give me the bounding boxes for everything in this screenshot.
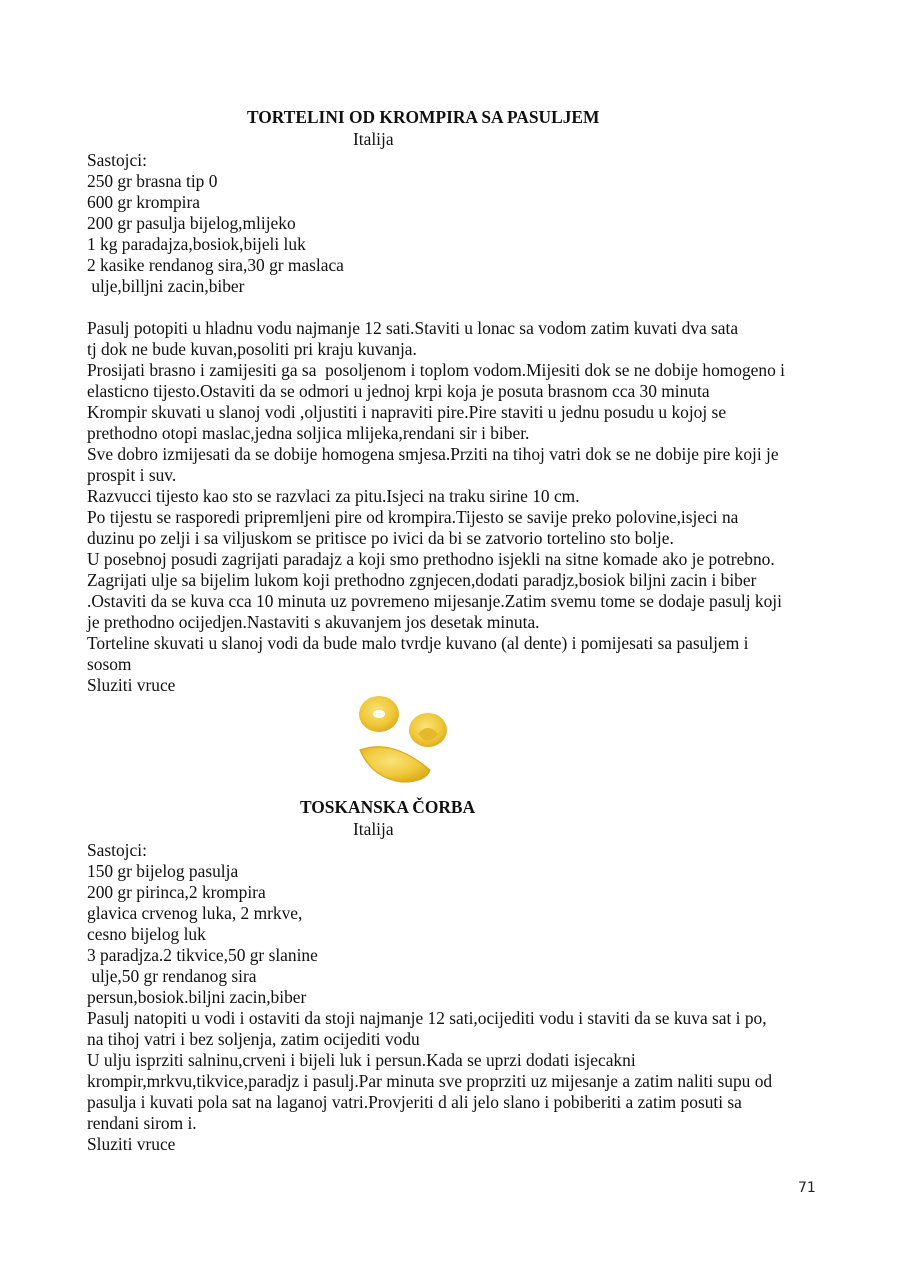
recipe-origin: Italija bbox=[353, 129, 394, 149]
instruction-line: Prosijati brasno i zamijesiti ga sa posoljenom i toplom vodom.Mijesiti dok se ne dobije homogeno i bbox=[87, 360, 785, 380]
ingredients-label: Sastojci: bbox=[87, 150, 147, 170]
ingredient-line: cesno bijelog luk bbox=[87, 924, 206, 944]
recipe-origin: Italija bbox=[353, 819, 394, 839]
ingredient-line: persun,bosiok.biljni zacin,biber bbox=[87, 987, 307, 1007]
instruction-line: pasulja i kuvati pola sat na laganoj vatri.Provjeriti d ali jelo slano i pobiberiti a zatim posuti sa bbox=[87, 1092, 742, 1112]
tortellini-image bbox=[352, 690, 452, 790]
instruction-line: rendani sirom i. bbox=[87, 1113, 197, 1133]
instruction-line: je prethodno ocijedjen.Nastaviti s akuvanjem jos desetak minuta. bbox=[87, 612, 540, 632]
instruction-line: na tihoj vatri i bez soljenja, zatim ocijediti vodu bbox=[87, 1029, 420, 1049]
instruction-line: duzinu po zelji i sa viljuskom se pritisce po ivici da bi se zatvorio tortelino sto bolje. bbox=[87, 528, 674, 548]
instruction-line: U ulju isprziti salninu,crveni i bijeli luk i persun.Kada se uprzi dodati isjecakni bbox=[87, 1050, 636, 1070]
instruction-line: Sluziti vruce bbox=[87, 675, 176, 695]
instruction-line: Pasulj potopiti u hladnu vodu najmanje 12 sati.Staviti u lonac sa vodom zatim kuvati dva sata bbox=[87, 318, 739, 338]
ingredient-line: 200 gr pirinca,2 krompira bbox=[87, 882, 266, 902]
ingredient-line: glavica crvenog luka, 2 mrkve, bbox=[87, 903, 303, 923]
instruction-line: tj dok ne bude kuvan,posoliti pri kraju kuvanja. bbox=[87, 339, 417, 359]
instruction-line: Torteline skuvati u slanoj vodi da bude malo tvrdje kuvano (al dente) i pomijesati sa pasuljem i bbox=[87, 633, 749, 653]
tortellini-ring bbox=[359, 696, 399, 732]
instruction-line: Krompir skuvati u slanoj vodi ,oljustiti i napraviti pire.Pire staviti u jednu posudu u kojoj se bbox=[87, 402, 727, 422]
instruction-line: prospit i suv. bbox=[87, 465, 177, 485]
page-number: 71 bbox=[798, 1180, 816, 1196]
instruction-line: Po tijestu se rasporedi pripremljeni pire od krompira.Tijesto se savije preko polovine,isjeci na bbox=[87, 507, 739, 527]
instruction-line: krompir,mrkvu,tikvice,paradjz i pasulj.Par minuta sve proprziti uz mijesanje a zatim naliti supu od bbox=[87, 1071, 773, 1091]
instruction-line: Zagrijati ulje sa bijelim lukom koji prethodno zgnjecen,dodati paradjz,bosiok biljni zacin i biber bbox=[87, 570, 757, 590]
ingredient-line: 1 kg paradajza,bosiok,bijeli luk bbox=[87, 234, 306, 254]
half-moon-ravioli bbox=[360, 747, 430, 782]
instruction-line: Sve dobro izmijesati da se dobije homogena smjesa.Prziti na tihoj vatri dok se ne dobije pire koji je bbox=[87, 444, 779, 464]
instruction-line: .Ostaviti da se kuva cca 10 minuta uz povremeno mijesanje.Zatim svemu tome se dodaje pasulj koji bbox=[87, 591, 782, 611]
ingredient-line: 600 gr krompira bbox=[87, 192, 201, 212]
ingredient-line: ulje,billjni zacin,biber bbox=[87, 276, 245, 296]
ingredient-line: 2 kasike rendanog sira,30 gr maslaca bbox=[87, 255, 344, 275]
ingredient-line: 150 gr bijelog pasulja bbox=[87, 861, 239, 881]
instruction-line: Pasulj natopiti u vodi i ostaviti da stoji najmanje 12 sati,ocijediti vodu i staviti da se kuva sat i po, bbox=[87, 1008, 767, 1028]
ingredient-line: ulje,50 gr rendanog sira bbox=[87, 966, 257, 986]
instruction-line: Sluziti vruce bbox=[87, 1134, 176, 1154]
ingredient-line: 200 gr pasulja bijelog,mlijeko bbox=[87, 213, 296, 233]
ingredient-line: 3 paradjza.2 tikvice,50 gr slanine bbox=[87, 945, 318, 965]
ingredient-line: 250 gr brasna tip 0 bbox=[87, 171, 218, 191]
recipe-title: TORTELINI OD KROMPIRA SA PASULJEM bbox=[247, 107, 600, 127]
instruction-line: elasticno tijesto.Ostaviti da se odmori u jednoj krpi koja je posuta brasnom cca 30 minuta bbox=[87, 381, 710, 401]
instruction-line: Razvucci tijesto kao sto se razvlaci za pitu.Isjeci na traku sirine 10 cm. bbox=[87, 486, 580, 506]
instruction-line: sosom bbox=[87, 654, 132, 674]
instruction-line: prethodno otopi maslac,jedna soljica mlijeka,rendani sir i biber. bbox=[87, 423, 530, 443]
tortellini-folded bbox=[409, 713, 447, 747]
ingredients-label: Sastojci: bbox=[87, 840, 147, 860]
instruction-line: U posebnoj posudi zagrijati paradajz a koji smo prethodno isjekli na sitne komade ako je potrebno. bbox=[87, 549, 775, 569]
recipe-title: TOSKANSKA ČORBA bbox=[300, 797, 476, 817]
